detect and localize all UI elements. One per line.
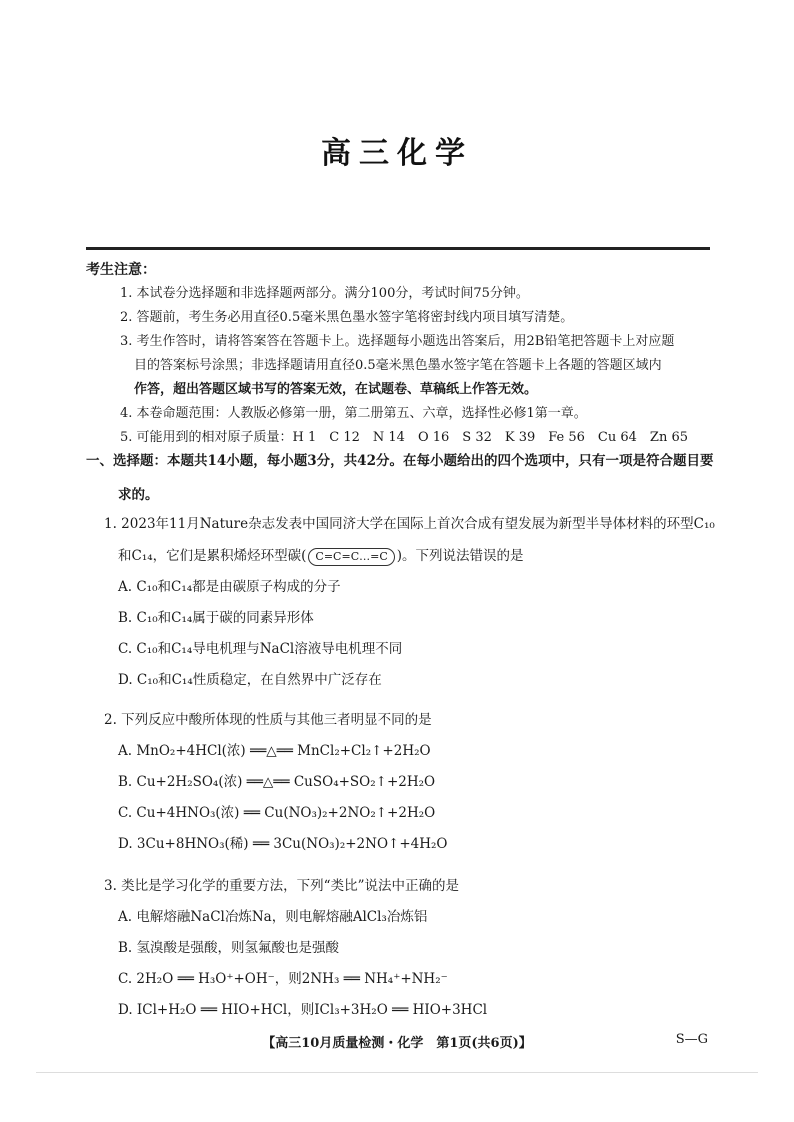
answer-option: B. 氢溴酸是强酸，则氢氟酸也是强酸 — [118, 940, 340, 956]
bottom-divider — [36, 1072, 758, 1073]
answer-option: C. C₁₀和C₁₄导电机理与NaCl溶液导电机理不同 — [118, 641, 403, 657]
notice-item: 3. 考生作答时，请将答案答在答题卡上。选择题每小题选出答案后，用2B铅笔把答题卡上对应题 — [120, 334, 675, 349]
question-stem: 2. 下列反应中酸所体现的性质与其他三者明显不同的是 — [104, 712, 432, 728]
answer-option: D. C₁₀和C₁₄性质稳定，在自然界中广泛存在 — [118, 672, 382, 688]
notice-item: 2. 答题前，考生务必用直径0.5毫米黑色墨水签字笔将密封线内项目填写清楚。 — [120, 310, 574, 325]
question-2 — [86, 704, 716, 860]
answer-option: B. C₁₀和C₁₄属于碳的同素异形体 — [118, 610, 314, 626]
notice-item: 4. 本卷命题范围：人教版必修第一册，第二册第五、六章，选择性必修1第一章。 — [120, 406, 587, 421]
notice-heading: 考生注意： — [86, 262, 156, 278]
answer-option: D. 3Cu+8HNO₃(稀) ══ 3Cu(NO₃)₂+2NO↑+4H₂O — [118, 836, 448, 852]
ring-carbon-structure-icon: C=C=C…=C — [308, 548, 394, 566]
footer-page-info: 【高三10月质量检测・化学 第1页(共6页)】 — [262, 1036, 532, 1051]
question-stem: 1. 2023年11月Nature杂志发表中国同济大学在国际上首次合成有望发展为新型半导体材料的环型C₁₀ — [104, 516, 715, 532]
answer-option: A. MnO₂+4HCl(浓) ══△══ MnCl₂+Cl₂↑+2H₂O — [118, 743, 431, 759]
question-stem-part: )。下列说法错误的是 — [396, 548, 524, 564]
exam-notice — [86, 258, 716, 450]
answer-option: B. Cu+2H₂SO₄(浓) ══△══ CuSO₄+SO₂↑+2H₂O — [118, 774, 436, 790]
section-heading-line: 一、选择题：本题共14小题，每小题3分，共42分。在每小题给出的四个选项中，只有一项是符合题目要 — [86, 453, 714, 469]
answer-option: D. ICl+H₂O ══ HIO+HCl，则ICl₃+3H₂O ══ HIO+3HCl — [118, 1002, 488, 1018]
question-stem-part: 和C₁₄，它们是累积烯烃环型碳( — [118, 548, 307, 564]
question-3 — [86, 870, 716, 1026]
section-heading — [86, 444, 716, 512]
notice-item-continued: 目的答案标号涂黑；非选择题请用直径0.5毫米黑色墨水签字笔在答题卡上各题的答题区域内 — [134, 358, 662, 373]
notice-item-continued: 作答，超出答题区域书写的答案无效，在试题卷、草稿纸上作答无效。 — [134, 382, 538, 397]
question-1 — [86, 508, 716, 696]
section-heading-line: 求的。 — [118, 487, 159, 503]
footer-code: S—G — [675, 1032, 708, 1047]
answer-option: C. Cu+4HNO₃(浓) ══ Cu(NO₃)₂+2NO₂↑+2H₂O — [118, 805, 436, 821]
answer-option: C. 2H₂O ══ H₃O⁺+OH⁻，则2NH₃ ══ NH₄⁺+NH₂⁻ — [118, 971, 448, 987]
notice-item: 1. 本试卷分选择题和非选择题两部分。满分100分，考试时间75分钟。 — [120, 286, 529, 301]
notice-item: 5. 可能用到的相对原子质量：H 1 C 12 N 14 O 16 S 32 K 39 Fe 56 Cu 64 Zn 65 — [120, 430, 688, 445]
page-title: 高三化学 — [321, 136, 473, 171]
question-stem — [86, 540, 716, 572]
question-stem: 3. 类比是学习化学的重要方法，下列“类比”说法中正确的是 — [104, 878, 459, 894]
answer-option: A. C₁₀和C₁₄都是由碳原子构成的分子 — [118, 579, 341, 595]
header-divider — [86, 247, 710, 250]
answer-option: A. 电解熔融NaCl冶炼Na，则电解熔融AlCl₃冶炼铝 — [118, 909, 428, 925]
